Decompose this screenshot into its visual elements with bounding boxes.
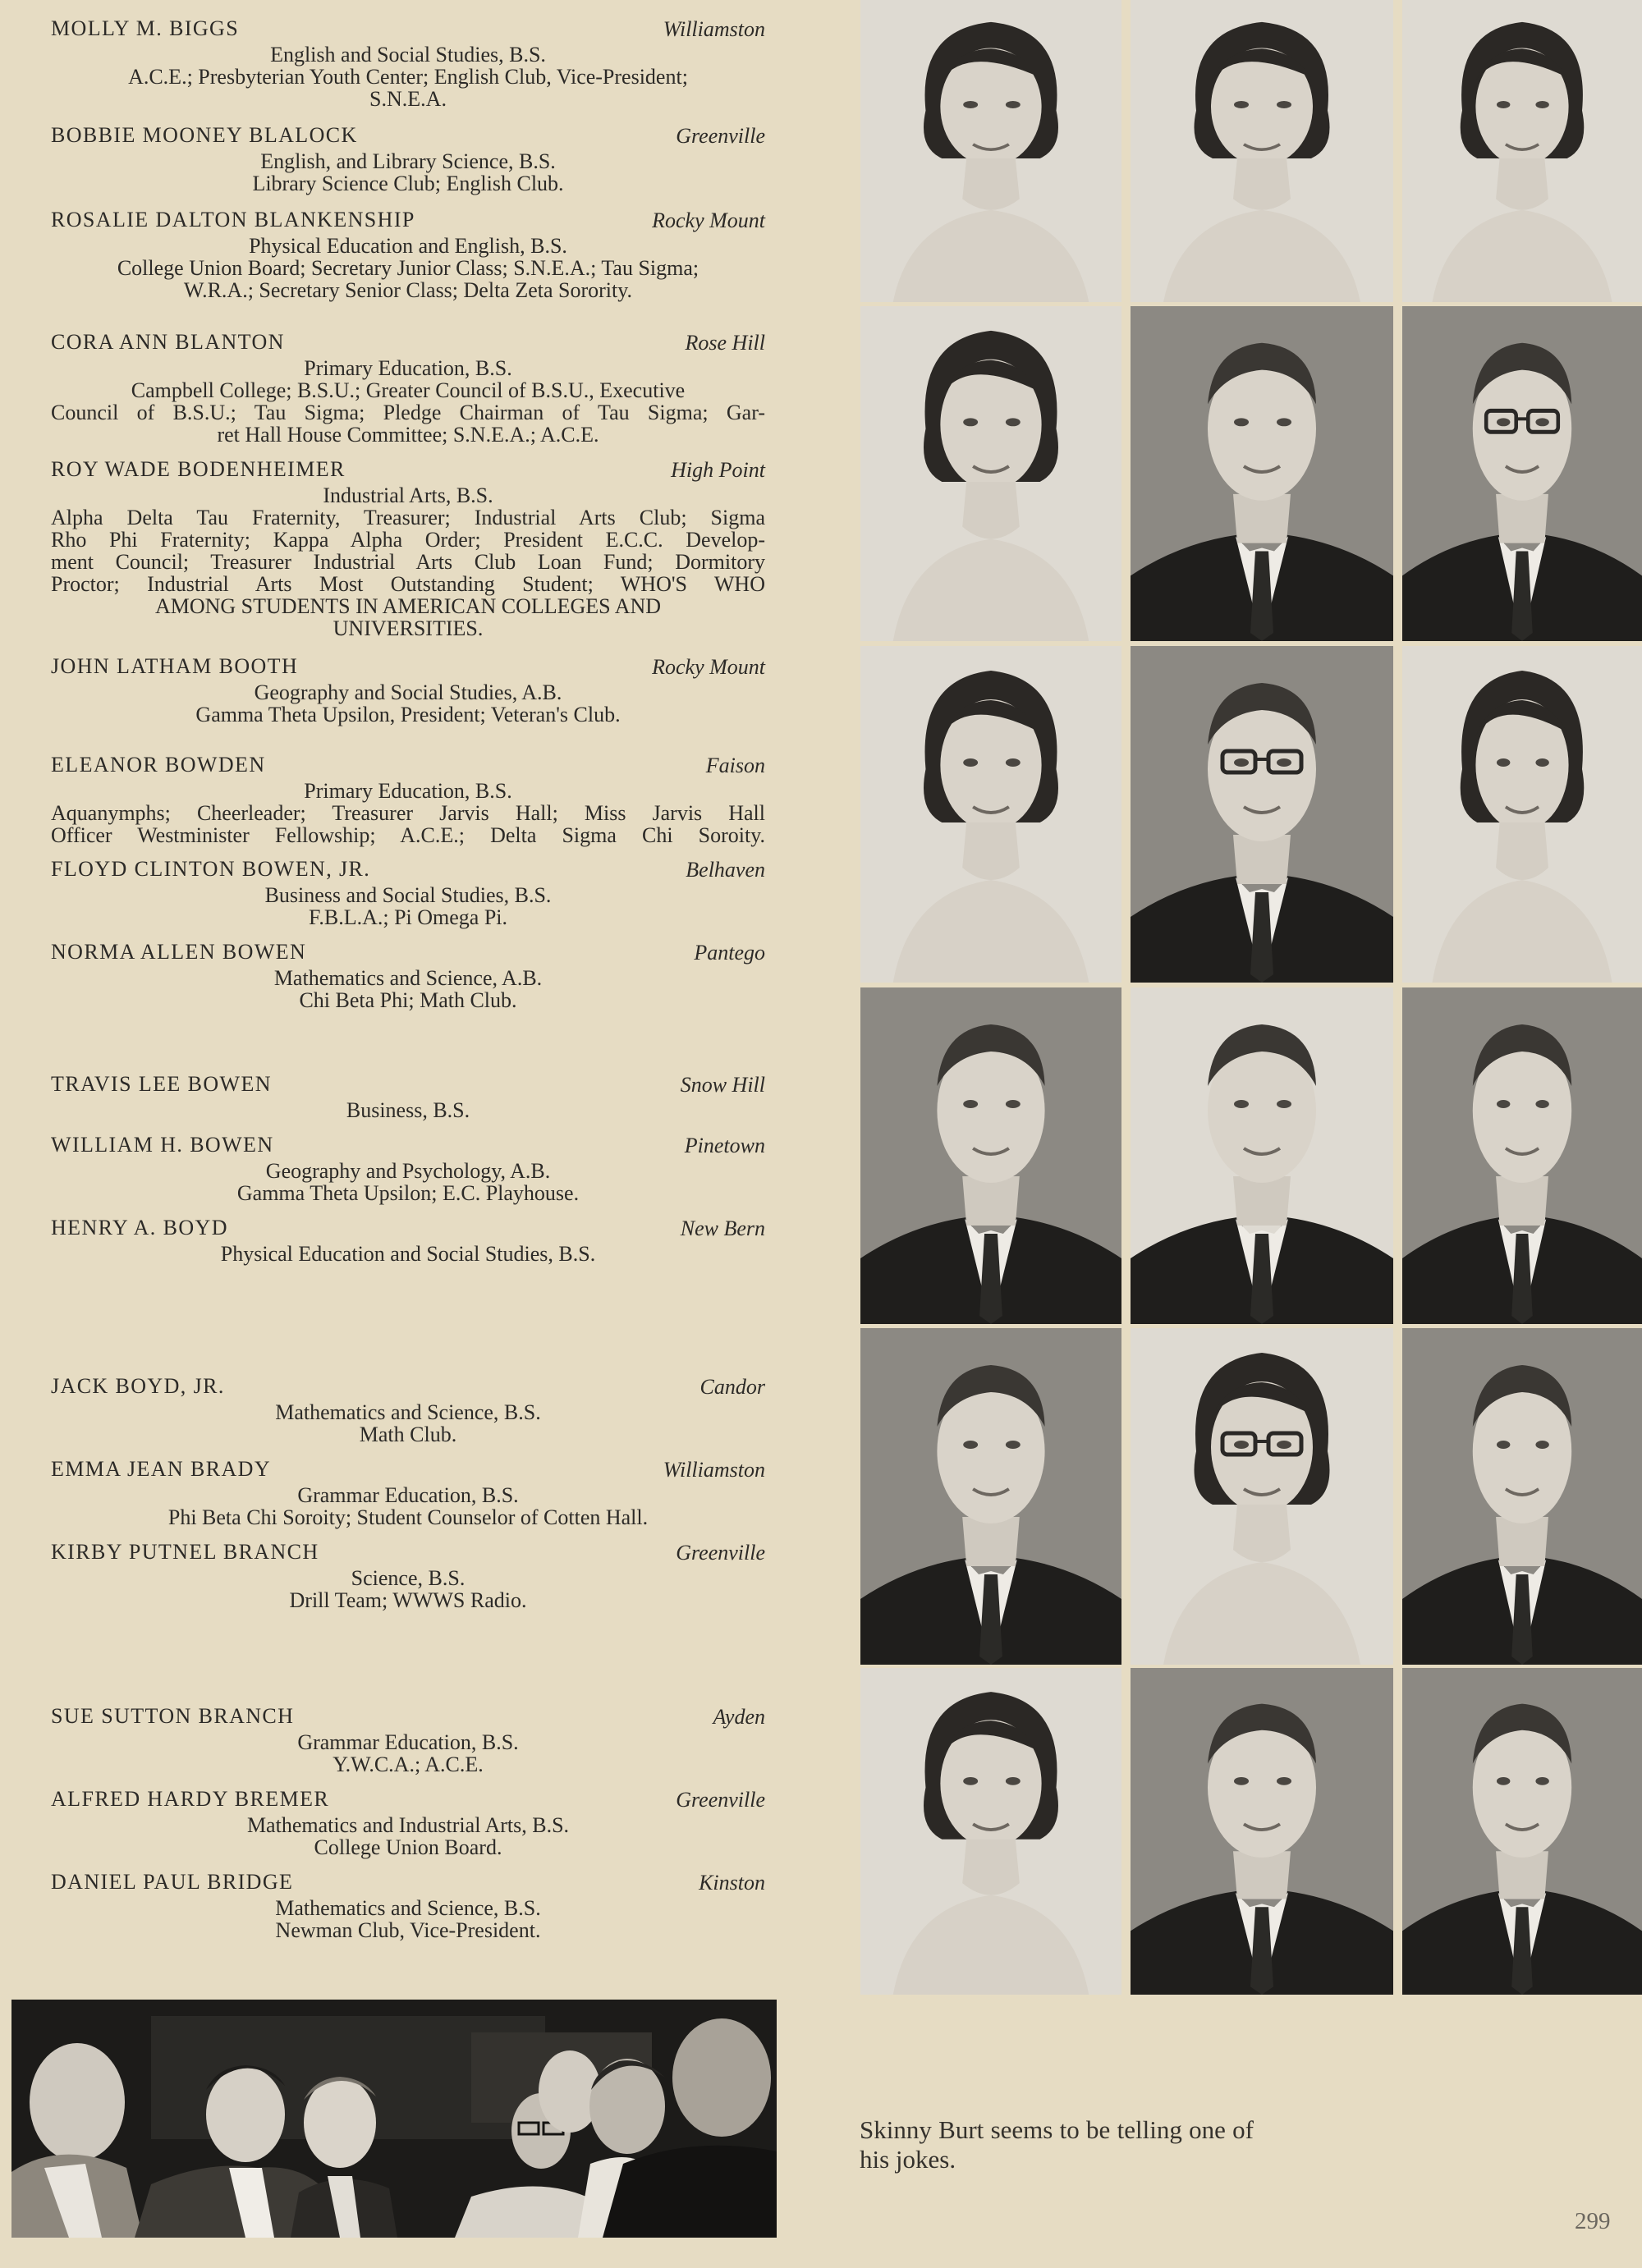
degree-line: Mathematics and Science, B.S. bbox=[275, 1400, 541, 1424]
activities-line: S.N.E.A. bbox=[369, 87, 447, 111]
student-entry bbox=[51, 16, 765, 110]
degree-line: Mathematics and Science, A.B. bbox=[273, 966, 543, 990]
activities-line: Officer Westminister Fellowship; A.C.E.; Delta Sigma Chi Soroity. bbox=[51, 823, 765, 847]
student-name: HENRY A. BOYD bbox=[51, 1216, 228, 1239]
activities-line: Campbell College; B.S.U.; Greater Council of B.S.U., Executive bbox=[131, 378, 686, 402]
student-entry bbox=[51, 457, 765, 639]
activities-line: Alpha Delta Tau Fraternity, Treasurer; Industrial Arts Club; Sigma bbox=[51, 506, 765, 529]
student-portrait bbox=[1131, 1328, 1393, 1665]
student-name: ALFRED HARDY BREMER bbox=[51, 1787, 330, 1811]
entry-heading bbox=[51, 123, 765, 150]
student-name: BOBBIE MOONEY BLALOCK bbox=[51, 123, 358, 147]
student-portrait bbox=[1402, 0, 1642, 302]
degree-line: Business and Social Studies, B.S. bbox=[264, 883, 552, 907]
student-entry bbox=[51, 1787, 765, 1858]
entry-heading bbox=[51, 654, 765, 681]
entry-heading bbox=[51, 330, 765, 357]
photo-caption: Skinny Burt seems to be telling one of his jokes. bbox=[860, 2115, 1254, 2174]
degree-line: Primary Education, B.S. bbox=[304, 356, 512, 380]
student-entry bbox=[51, 1216, 765, 1265]
hometown: New Bern bbox=[680, 1216, 765, 1240]
hometown: Rocky Mount bbox=[652, 208, 765, 232]
student-portrait bbox=[860, 306, 1121, 641]
activities-line: Phi Beta Chi Soroity; Student Counselor of Cotten Hall. bbox=[167, 1505, 649, 1529]
activities-line: A.C.E.; Presbyterian Youth Center; English Club, Vice-President; bbox=[128, 65, 688, 89]
degree-line: Geography and Social Studies, A.B. bbox=[254, 680, 562, 704]
entry-heading bbox=[51, 457, 765, 484]
degree-line: Mathematics and Science, B.S. bbox=[275, 1896, 541, 1920]
activities-line: Aquanymphs; Cheerleader; Treasurer Jarvis Hall; Miss Jarvis Hall bbox=[51, 801, 765, 825]
activities-line: Gamma Theta Upsilon, President; Veteran's Club. bbox=[195, 703, 621, 726]
student-entry bbox=[51, 1072, 765, 1121]
activities-line: Gamma Theta Upsilon; E.C. Playhouse. bbox=[236, 1181, 580, 1205]
hometown: Candor bbox=[699, 1375, 765, 1399]
student-name: ELEANOR BOWDEN bbox=[51, 753, 266, 777]
activities-line: W.R.A.; Secretary Senior Class; Delta Zeta Sorority. bbox=[183, 278, 633, 302]
degree-line: Grammar Education, B.S. bbox=[297, 1483, 519, 1507]
student-portrait bbox=[1131, 0, 1393, 302]
student-entry bbox=[51, 1704, 765, 1775]
activities-line: Library Science Club; English Club. bbox=[252, 172, 564, 195]
entry-heading bbox=[51, 1704, 765, 1731]
student-name: CORA ANN BLANTON bbox=[51, 330, 285, 354]
student-name: KIRBY PUTNEL BRANCH bbox=[51, 1540, 319, 1564]
activities-line: College Union Board. bbox=[314, 1835, 502, 1859]
student-portrait bbox=[1131, 987, 1393, 1324]
activities-line: Proctor; Industrial Arts Most Outstanding Student; WHO'S WHO bbox=[51, 572, 765, 596]
student-name: JOHN LATHAM BOOTH bbox=[51, 654, 299, 678]
page-number: 299 bbox=[1575, 2208, 1611, 2234]
student-portrait bbox=[1131, 306, 1393, 641]
student-name: EMMA JEAN BRADY bbox=[51, 1457, 272, 1481]
student-name: ROSALIE DALTON BLANKENSHIP bbox=[51, 208, 415, 231]
hometown: Belhaven bbox=[686, 858, 765, 882]
activities-line: Rho Phi Fraternity; Kappa Alpha Order; President E.C.C. Develop- bbox=[51, 528, 765, 552]
activities-line: Newman Club, Vice-President. bbox=[275, 1918, 541, 1942]
student-entry bbox=[51, 940, 765, 1011]
degree-line: English, and Library Science, B.S. bbox=[260, 149, 556, 173]
student-entry bbox=[51, 1540, 765, 1611]
student-entry bbox=[51, 208, 765, 301]
candid-photo bbox=[11, 2000, 777, 2238]
hometown: Greenville bbox=[676, 1541, 765, 1565]
entry-heading bbox=[51, 1216, 765, 1243]
student-name: JACK BOYD, JR. bbox=[51, 1374, 225, 1398]
student-portrait bbox=[860, 0, 1121, 302]
portrait-grid bbox=[854, 0, 1642, 1999]
student-entry bbox=[51, 753, 765, 846]
student-entry bbox=[51, 654, 765, 726]
hometown: Rose Hill bbox=[685, 331, 765, 355]
hometown: Greenville bbox=[676, 1788, 765, 1812]
student-entry bbox=[51, 1870, 765, 1941]
activities-line: ret Hall House Committee; S.N.E.A.; A.C.E. bbox=[217, 423, 599, 447]
activities-line: F.B.L.A.; Pi Omega Pi. bbox=[308, 905, 508, 929]
hometown: Greenville bbox=[676, 124, 765, 148]
student-portrait bbox=[1402, 1328, 1642, 1665]
student-portrait bbox=[1402, 306, 1642, 641]
degree-line: Physical Education and English, B.S. bbox=[249, 234, 567, 258]
student-portrait bbox=[860, 1668, 1121, 1995]
degree-line: Geography and Psychology, A.B. bbox=[265, 1159, 551, 1183]
student-name: NORMA ALLEN BOWEN bbox=[51, 940, 307, 964]
activities-line: College Union Board; Secretary Junior Class; S.N.E.A.; Tau Sigma; bbox=[117, 256, 699, 280]
degree-line: Physical Education and Social Studies, B.S. bbox=[220, 1242, 596, 1266]
entry-heading bbox=[51, 857, 765, 884]
student-name: FLOYD CLINTON BOWEN, JR. bbox=[51, 857, 371, 881]
activities-line: Chi Beta Phi; Math Club. bbox=[299, 988, 517, 1012]
degree-line: English and Social Studies, B.S. bbox=[270, 43, 546, 66]
student-portrait bbox=[1131, 1668, 1393, 1995]
degree-line: Grammar Education, B.S. bbox=[297, 1730, 519, 1754]
degree-line: Primary Education, B.S. bbox=[304, 779, 512, 803]
entry-heading bbox=[51, 1870, 765, 1897]
student-entry bbox=[51, 330, 765, 446]
student-entry bbox=[51, 1133, 765, 1204]
entry-heading bbox=[51, 1133, 765, 1160]
student-entry bbox=[51, 123, 765, 195]
student-portrait bbox=[1402, 1668, 1642, 1995]
hometown: Williamston bbox=[663, 1458, 765, 1482]
student-entry bbox=[51, 1457, 765, 1528]
student-name: WILLIAM H. BOWEN bbox=[51, 1133, 274, 1157]
hometown: High Point bbox=[671, 458, 765, 482]
entry-heading bbox=[51, 16, 765, 44]
hometown: Snow Hill bbox=[680, 1073, 765, 1097]
student-portrait bbox=[1402, 987, 1642, 1324]
entry-heading bbox=[51, 940, 765, 967]
student-portrait bbox=[1402, 646, 1642, 983]
hometown: Ayden bbox=[713, 1705, 765, 1729]
activities-line: Council of B.S.U.; Tau Sigma; Pledge Chairman of Tau Sigma; Gar- bbox=[51, 401, 765, 424]
activities-line: Drill Team; WWWS Radio. bbox=[289, 1588, 527, 1612]
student-entry bbox=[51, 1374, 765, 1446]
degree-line: Business, B.S. bbox=[346, 1098, 470, 1122]
degree-line: Science, B.S. bbox=[351, 1566, 466, 1590]
hometown: Rocky Mount bbox=[652, 655, 765, 679]
degree-line: Mathematics and Industrial Arts, B.S. bbox=[246, 1813, 570, 1837]
entry-heading bbox=[51, 1787, 765, 1814]
hometown: Pinetown bbox=[684, 1134, 765, 1157]
activities-line: AMONG STUDENTS IN AMERICAN COLLEGES AND bbox=[154, 594, 662, 618]
activities-line: ment Council; Treasurer Industrial Arts Club Loan Fund; Dormitory bbox=[51, 550, 765, 574]
student-portrait bbox=[860, 646, 1121, 983]
student-name: ROY WADE BODENHEIMER bbox=[51, 457, 346, 481]
student-name: MOLLY M. BIGGS bbox=[51, 16, 240, 40]
entry-heading bbox=[51, 753, 765, 780]
activities-line: UNIVERSITIES. bbox=[333, 616, 484, 640]
activities-line: Y.W.C.A.; A.C.E. bbox=[333, 1753, 484, 1776]
student-name: DANIEL PAUL BRIDGE bbox=[51, 1870, 294, 1894]
hometown: Kinston bbox=[699, 1871, 765, 1895]
student-portrait bbox=[860, 987, 1121, 1324]
student-name: TRAVIS LEE BOWEN bbox=[51, 1072, 272, 1096]
student-entry bbox=[51, 857, 765, 928]
degree-line: Industrial Arts, B.S. bbox=[323, 483, 493, 507]
student-portrait bbox=[860, 1328, 1121, 1665]
student-name: SUE SUTTON BRANCH bbox=[51, 1704, 295, 1728]
entry-heading bbox=[51, 1072, 765, 1099]
entry-heading bbox=[51, 1540, 765, 1567]
entry-heading bbox=[51, 208, 765, 235]
hometown: Williamston bbox=[663, 17, 765, 41]
entry-heading bbox=[51, 1457, 765, 1484]
entry-heading bbox=[51, 1374, 765, 1401]
hometown: Pantego bbox=[694, 941, 765, 964]
student-portrait bbox=[1131, 646, 1393, 983]
hometown: Faison bbox=[705, 754, 765, 777]
activities-line: Math Club. bbox=[359, 1423, 457, 1446]
